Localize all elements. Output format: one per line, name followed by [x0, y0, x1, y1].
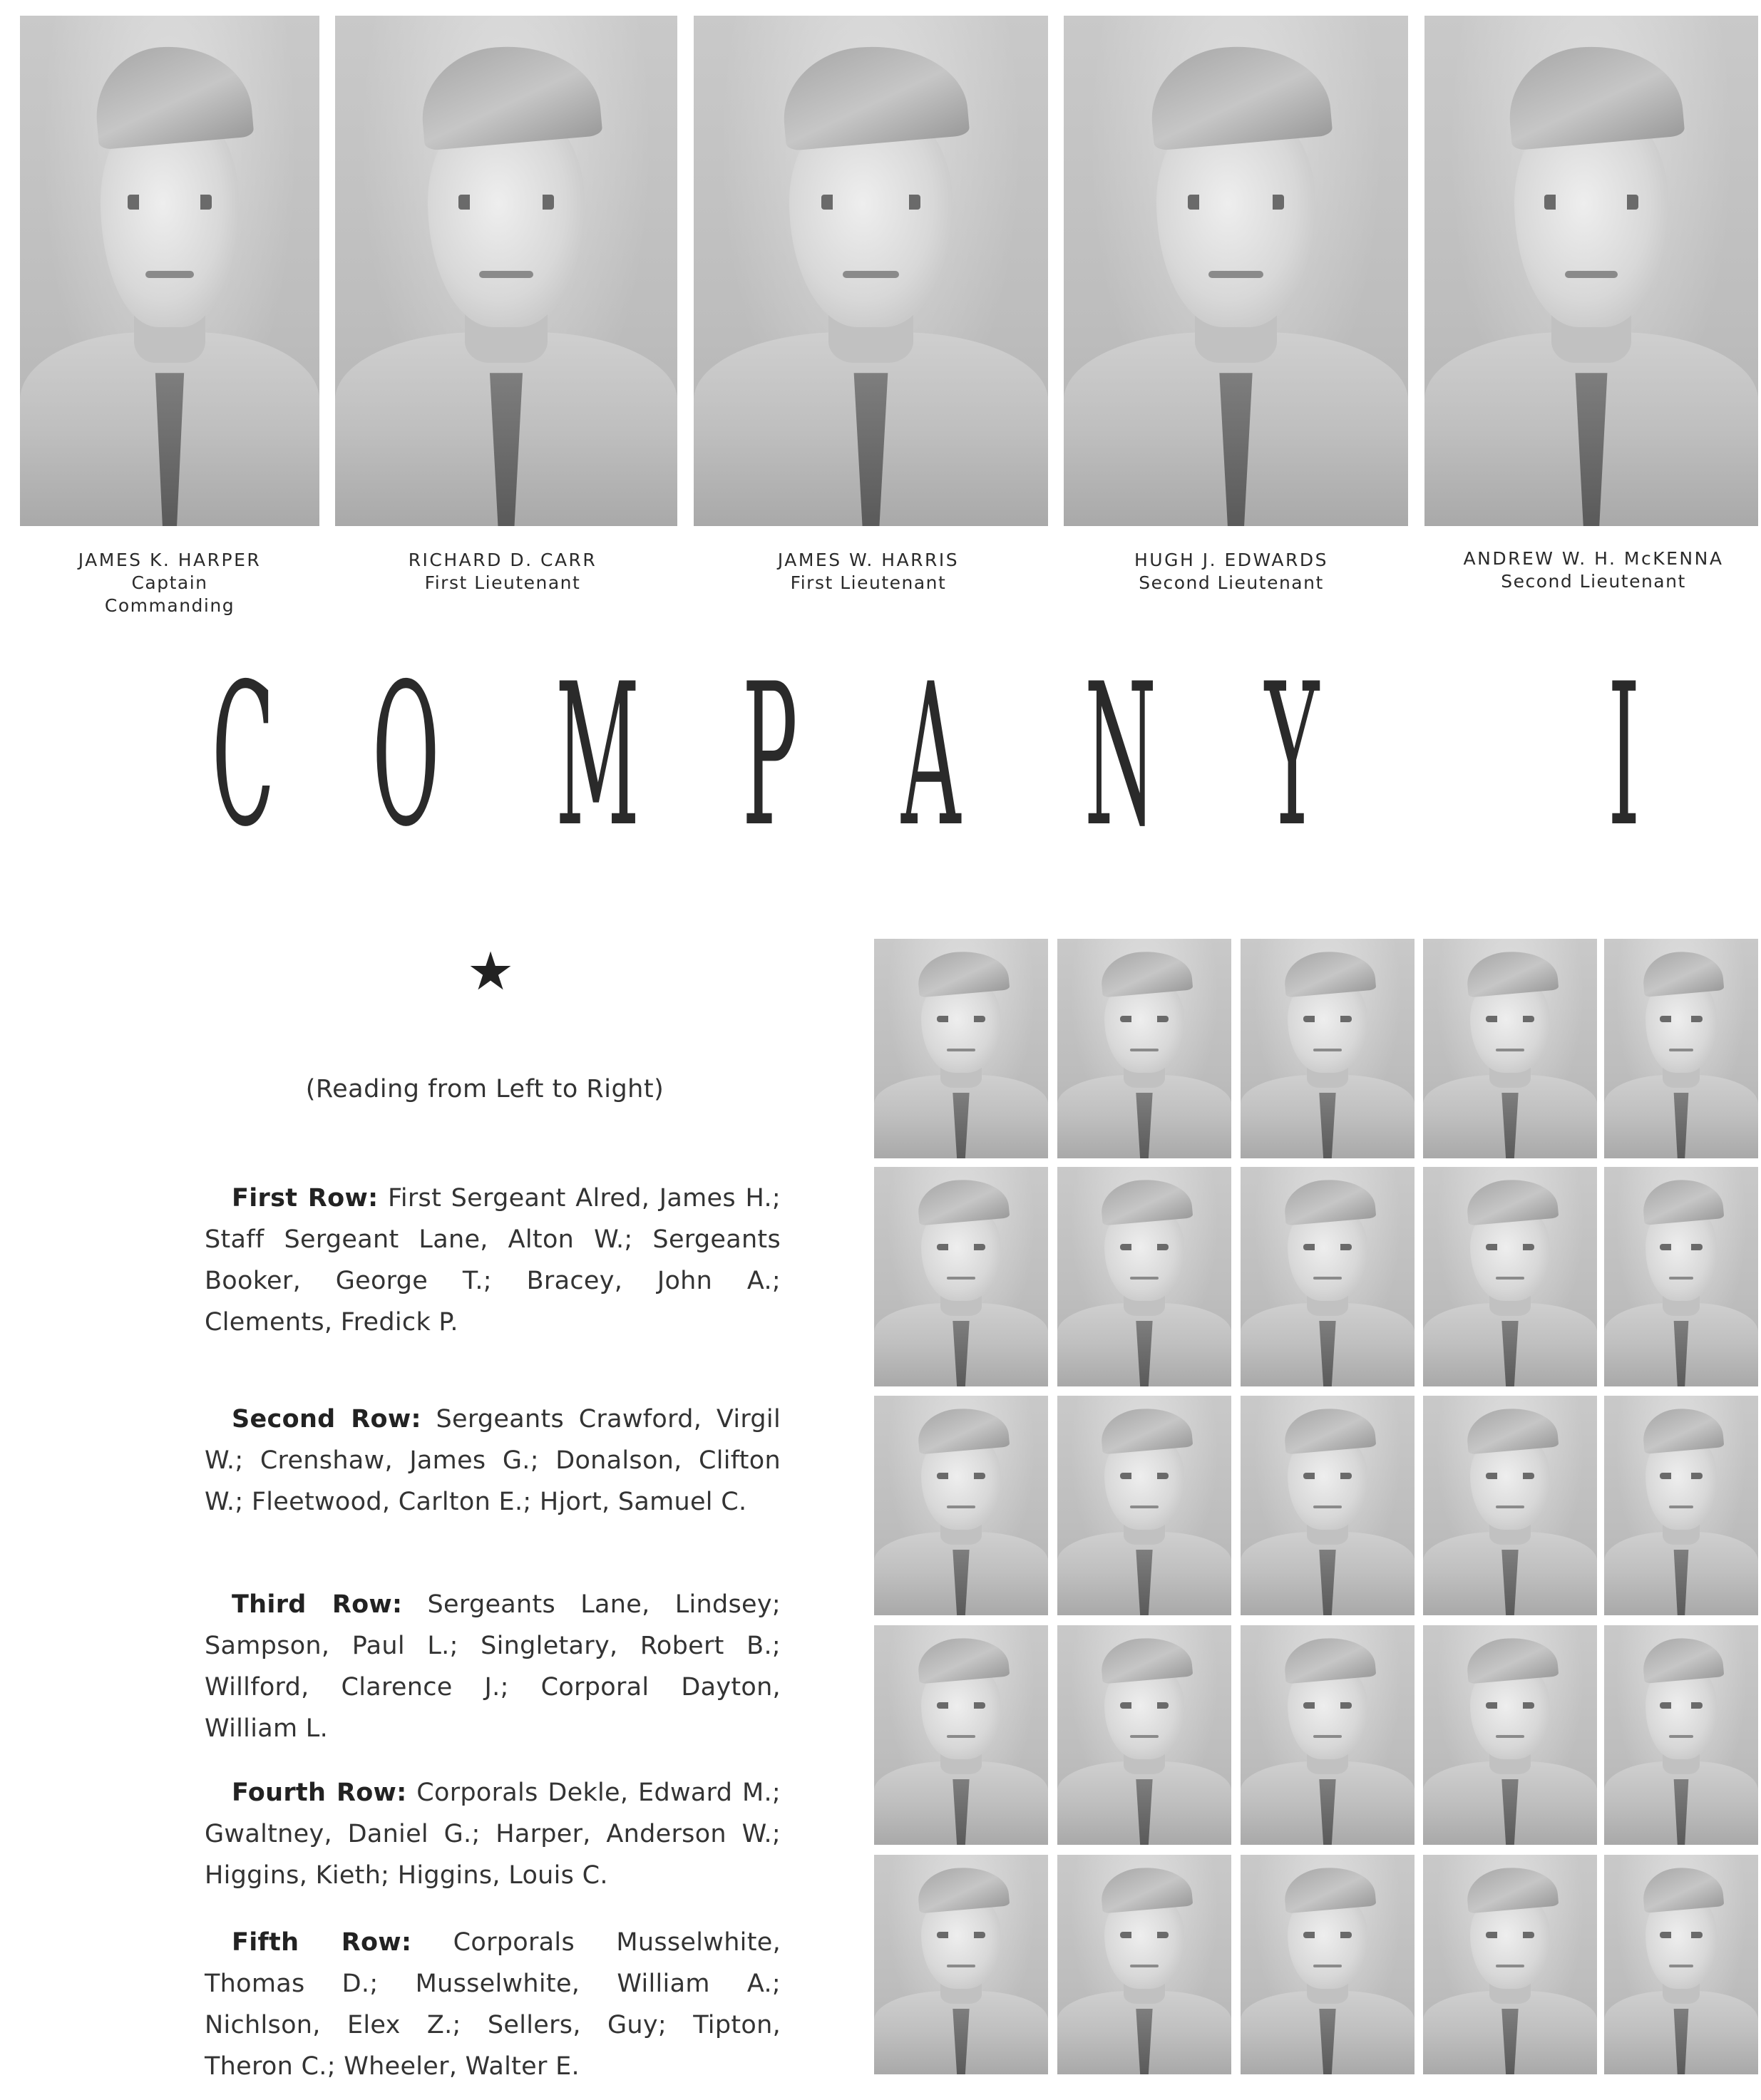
- enlisted-photo: [1241, 1855, 1415, 2074]
- reading-note: (Reading from Left to Right): [305, 1075, 664, 1103]
- star-icon: ★: [466, 941, 515, 1002]
- officer-name: RICHARD D. CARR: [408, 550, 597, 570]
- enlisted-photo: [1604, 1855, 1758, 2074]
- title-letter: M: [555, 642, 640, 870]
- enlisted-photo: [1241, 1167, 1415, 1386]
- enlisted-photo: [1057, 1855, 1231, 2074]
- title-letter: Y: [1265, 642, 1320, 870]
- enlisted-photo: [1241, 1396, 1415, 1615]
- title-letter: N: [1084, 642, 1157, 870]
- officer-photo-mckenna: [1424, 16, 1758, 526]
- enlisted-photo: [1423, 1625, 1597, 1845]
- enlisted-photo: [874, 1396, 1048, 1615]
- officer-rank: Captain: [131, 572, 208, 593]
- officer-caption: [20, 549, 319, 617]
- title-letter: C: [212, 642, 275, 870]
- officer-name: HUGH J. EDWARDS: [1134, 550, 1328, 570]
- row-names: Sergeants Crawford, Virgil W.; Crenshaw, James G.; Donalson, Clifton W.; Fleetwood, Carlton E.; Hjort, Samuel C.: [205, 1405, 781, 1516]
- officer-caption: [1433, 547, 1754, 593]
- enlisted-photo: [1241, 1625, 1415, 1845]
- enlisted-photo: [1057, 1167, 1231, 1386]
- officer-role: Commanding: [104, 595, 235, 616]
- enlisted-photo: [1241, 939, 1415, 1158]
- enlisted-photo: [1604, 1625, 1758, 1845]
- row-listing-first: [205, 1178, 781, 1343]
- officer-photo-edwards: [1064, 16, 1408, 526]
- enlisted-photo: [1057, 939, 1231, 1158]
- enlisted-photo: [1057, 1396, 1231, 1615]
- officer-rank: Second Lieutenant: [1139, 572, 1324, 593]
- row-listing-second: [205, 1399, 781, 1523]
- row-listing-fourth: [205, 1772, 781, 1896]
- row-names: First Sergeant Alred, James H.; Staff Sergeant Lane, Alton W.; Sergeants Booker, George T.; Bracey, John A.; Clements, Fredick P.: [205, 1184, 781, 1337]
- officer-photo-harper: [20, 16, 319, 526]
- title-letter: P: [742, 642, 798, 870]
- row-label: First Row:: [232, 1184, 379, 1213]
- officer-rank: Second Lieutenant: [1501, 571, 1686, 592]
- row-label: Second Row:: [232, 1405, 421, 1434]
- enlisted-photo: [874, 939, 1048, 1158]
- row-label: Third Row:: [232, 1590, 403, 1619]
- officer-rank: First Lieutenant: [424, 572, 581, 593]
- row-listing-third: [205, 1584, 781, 1749]
- title-letter: A: [901, 642, 961, 870]
- row-listing-fifth: [205, 1922, 781, 2087]
- title-letter: I: [1608, 642, 1641, 870]
- enlisted-photo: [1423, 1855, 1597, 2074]
- officer-caption: [1064, 549, 1399, 595]
- enlisted-photo: [1423, 939, 1597, 1158]
- row-label: Fifth Row:: [232, 1928, 412, 1957]
- enlisted-photo: [874, 1625, 1048, 1845]
- enlisted-photo: [1423, 1396, 1597, 1615]
- officer-name: JAMES K. HARPER: [78, 550, 262, 570]
- enlisted-photo: [1057, 1625, 1231, 1845]
- row-names: Corporals Dekle, Edward M.; Gwaltney, Daniel G.; Harper, Anderson W.; Higgins, Kieth; Higgins, Louis C.: [205, 1779, 781, 1890]
- row-names: Corporals Musselwhite, Thomas D.; Musselwhite, William A.; Nichlson, Elex Z.; Sellers, Guy; Tipton, Theron C.; Wheeler, Walter E.: [205, 1928, 781, 2081]
- enlisted-photo: [874, 1855, 1048, 2074]
- row-names: Sergeants Lane, Lindsey; Sampson, Paul L.; Singletary, Robert B.; Willford, Clarence J.; Corporal Dayton, William L.: [205, 1590, 781, 1743]
- row-label: Fourth Row:: [232, 1779, 407, 1807]
- officer-name: JAMES W. HARRIS: [777, 550, 960, 570]
- officer-rank: First Lieutenant: [790, 572, 947, 593]
- title-letter: O: [372, 642, 440, 870]
- enlisted-photo: [874, 1167, 1048, 1386]
- enlisted-photo: [1604, 1396, 1758, 1615]
- officer-caption: [694, 549, 1043, 595]
- enlisted-photo: [1604, 1167, 1758, 1386]
- enlisted-photo: [1604, 939, 1758, 1158]
- enlisted-photo: [1423, 1167, 1597, 1386]
- officer-caption: [335, 549, 670, 595]
- officer-photo-carr: [335, 16, 677, 526]
- officer-photo-harris: [694, 16, 1048, 526]
- officer-name: ANDREW W. H. McKENNA: [1463, 548, 1724, 569]
